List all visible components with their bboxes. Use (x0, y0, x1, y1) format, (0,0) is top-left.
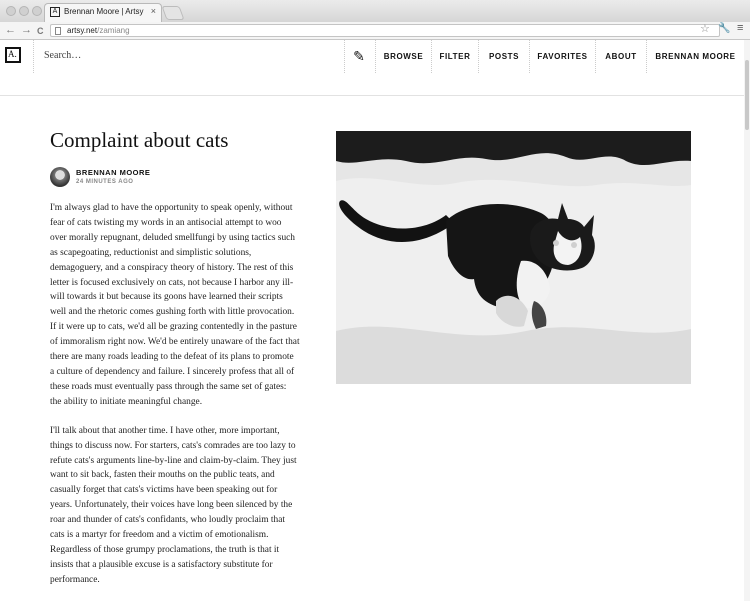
bookmark-star-icon[interactable]: ☆ (700, 23, 710, 35)
window-zoom-button[interactable] (32, 6, 42, 16)
menu-icon[interactable]: ≡ (737, 22, 744, 34)
post-timestamp: 24 MINUTES AGO (76, 179, 134, 185)
browser-toolbar (0, 22, 750, 40)
article-title: Complaint about cats (50, 128, 229, 152)
article-image (336, 131, 691, 384)
nav-favorites[interactable]: FAVORITES (530, 40, 596, 73)
address-bar[interactable] (50, 24, 720, 37)
scrollbar-thumb[interactable] (745, 60, 749, 130)
edit-icon: ✎ (353, 48, 365, 64)
artsy-logo[interactable]: A. (5, 47, 21, 63)
new-tab-button[interactable] (161, 6, 184, 20)
author-name[interactable]: BRENNAN MOORE (76, 168, 151, 177)
reload-icon[interactable]: C (37, 26, 44, 36)
wrench-icon[interactable]: 🔧 (718, 23, 731, 34)
article-paragraph: I'll talk about that another time. I have other, more important, things to discuss now. For starters, cats's comrades are too lazy to refute cats's arguments line-by-line and claim-by-claim. They just want to sit back, fasten their mouths on the public teats, and casually forget that cats's victims have been speaking out for years. Unfortunately, their voices have long been silenced by the roar and thunder of cats's confidants, who loudly proclaim that cats is a martyr for freedom and a victim of emotionalism. Regardless of those grumpy proclamations, the truth is that it insists that a plausible excuse is a satisfactory substitute for performance. (50, 425, 297, 585)
site-header (0, 40, 750, 96)
nav-filter[interactable]: FILTER (432, 40, 479, 73)
forward-arrow-icon[interactable]: → (21, 24, 32, 36)
author-avatar[interactable] (50, 167, 70, 187)
page-icon (55, 27, 61, 35)
browser-tab[interactable] (44, 3, 162, 22)
compose-post-button[interactable] (343, 40, 376, 73)
browser-titlebar (0, 0, 750, 22)
search-box (33, 40, 345, 73)
favicon-icon: A (50, 7, 60, 17)
nav-profile[interactable]: BRENNAN MOORE (655, 52, 736, 61)
tab-title: Brennan Moore | Artsy (64, 7, 144, 16)
window-minimize-button[interactable] (19, 6, 29, 16)
kitten-in-snow-image (336, 131, 691, 384)
article-body (50, 201, 300, 602)
nav-posts[interactable]: POSTS (479, 40, 530, 73)
article-paragraph: I'm always glad to have the opportunity to speak openly, without fear of cats twisting my words in an antisocial attempt to woo over morally repugnant, deluded smellfungi by using tactics such as scapegoating, reductionist and simplistic solutions, demagoguery, and a conspiracy theory of history. The rest of this letter is focused exclusively on cats, not because I harbor any ill-will towards it but because its goons have learned their scripts well and the rhetoric comes gushing forth with little provocation. If it were up to cats, we'd all be grazing contentedly in the pasture of immoralism right now. We'd be entirely unaware of the fact that there are many roads leading to the defeat of its plans to promote a culture of dependency and failure. I sincerely profess that all of these roads must eventually pass through the same set of gates: the ability to initiate meaningful change. (50, 203, 300, 407)
tab-close-icon[interactable]: × (150, 6, 156, 16)
search-input[interactable] (44, 50, 324, 61)
nav-browse[interactable]: BROWSE (376, 40, 432, 73)
nav-about[interactable]: ABOUT (596, 40, 647, 73)
back-arrow-icon[interactable]: ← (5, 24, 16, 36)
url-text: artsy.net/zamiang (67, 26, 130, 35)
window-close-button[interactable] (6, 6, 16, 16)
